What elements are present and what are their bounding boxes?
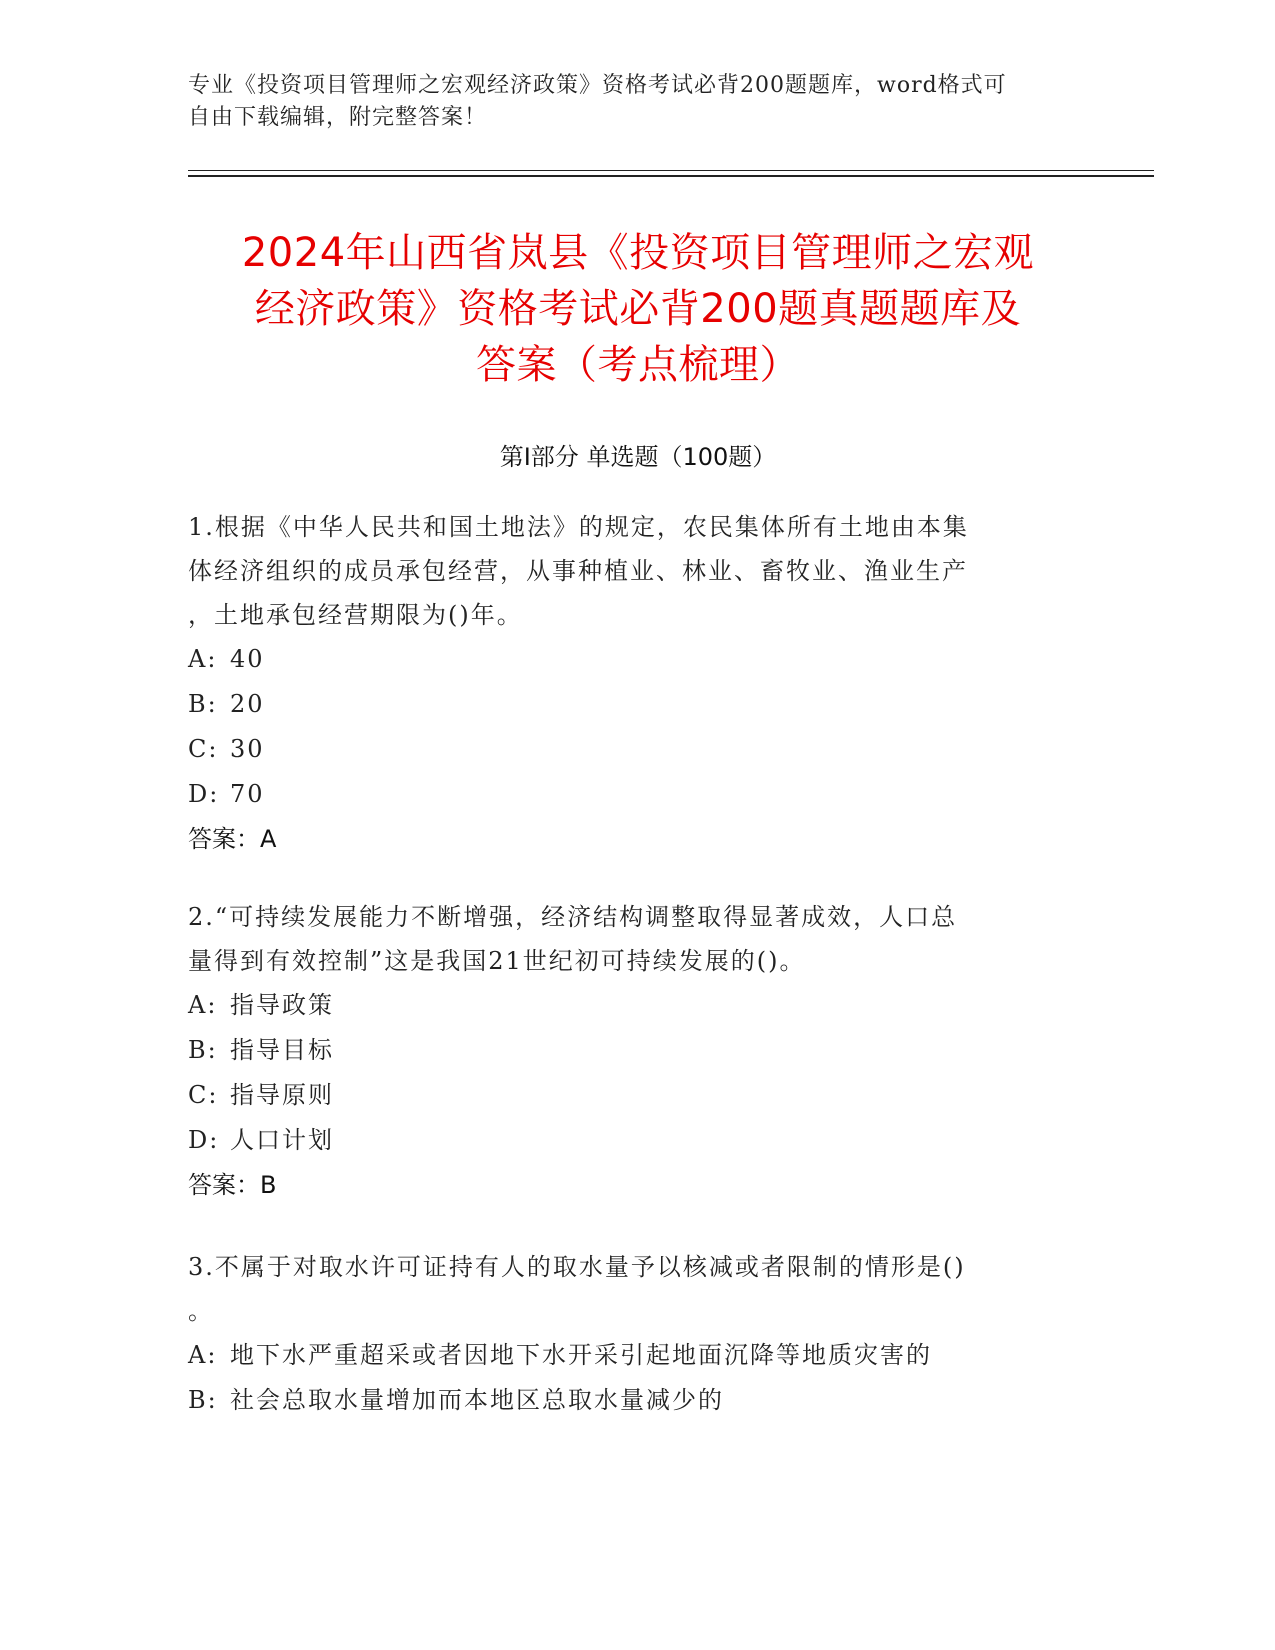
option-a <box>188 637 1068 682</box>
option-letter: A: <box>188 1341 218 1369</box>
option-b <box>188 682 1068 727</box>
header-note-line-1: 专业《投资项目管理师之宏观经济政策》资格考试必背200题题库，word格式可 <box>188 73 1007 98</box>
option-d <box>188 772 1068 817</box>
header-rule-thin <box>188 170 1154 171</box>
option-text: 人口计划 <box>230 1126 334 1154</box>
question-stem-line: 。 <box>188 1297 214 1325</box>
option-text: 指导政策 <box>230 991 334 1019</box>
option-text: 指导原则 <box>230 1081 334 1109</box>
option-letter: A: <box>188 991 218 1019</box>
option-b <box>188 1378 1068 1423</box>
option-letter: C: <box>188 1081 219 1109</box>
title-line-1: 2024年山西省岚县《投资项目管理师之宏观 <box>241 230 1035 276</box>
option-text: 30 <box>230 735 265 763</box>
question-stem-line: 1.根据《中华人民共和国土地法》的规定，农民集体所有土地由本集 <box>188 513 969 541</box>
section-heading: 第Ⅰ部分 单选题（100题） <box>499 443 777 471</box>
title-line-3: 答案（考点梳理） <box>476 342 800 388</box>
option-c <box>188 1073 1068 1118</box>
header-rule-thick <box>188 175 1154 177</box>
option-text: 40 <box>230 645 265 673</box>
option-d <box>188 1118 1068 1163</box>
option-letter: B: <box>188 1036 218 1064</box>
option-text: 社会总取水量增加而本地区总取水量减少的 <box>230 1386 724 1414</box>
question-1 <box>188 505 1068 862</box>
question-2 <box>188 895 1068 1208</box>
option-letter: B: <box>188 1386 218 1414</box>
option-text: 70 <box>230 780 265 808</box>
document-title <box>188 225 1088 393</box>
option-text: 20 <box>230 690 265 718</box>
option-letter: B: <box>188 690 218 718</box>
title-line-2: 经济政策》资格考试必背200题真题题库及 <box>254 286 1022 332</box>
option-a <box>188 1333 1068 1378</box>
option-letter: C: <box>188 735 219 763</box>
question-stem-line: 量得到有效控制”这是我国21世纪初可持续发展的()。 <box>188 947 806 975</box>
option-text: 地下水严重超采或者因地下水开采引起地面沉降等地质灾害的 <box>230 1341 932 1369</box>
answer-line: 答案：A <box>188 825 277 853</box>
option-c <box>188 727 1068 772</box>
option-letter: D: <box>188 1126 220 1154</box>
option-a <box>188 983 1068 1028</box>
question-stem-line: 2.“可持续发展能力不断增强，经济结构调整取得显著成效，人口总 <box>188 903 958 931</box>
question-3 <box>188 1245 1068 1423</box>
question-stem-line: 体经济组织的成员承包经营，从事种植业、林业、畜牧业、渔业生产 <box>188 557 968 585</box>
question-stem-line: ，土地承包经营期限为()年。 <box>188 601 523 629</box>
answer-line: 答案：B <box>188 1171 277 1199</box>
option-b <box>188 1028 1068 1073</box>
option-letter: D: <box>188 780 220 808</box>
question-stem-line: 3.不属于对取水许可证持有人的取水量予以核减或者限制的情形是() <box>188 1253 966 1281</box>
option-letter: A: <box>188 645 218 673</box>
header-note <box>188 70 1068 134</box>
option-text: 指导目标 <box>230 1036 334 1064</box>
header-note-line-2: 自由下载编辑，附完整答案！ <box>188 105 488 130</box>
